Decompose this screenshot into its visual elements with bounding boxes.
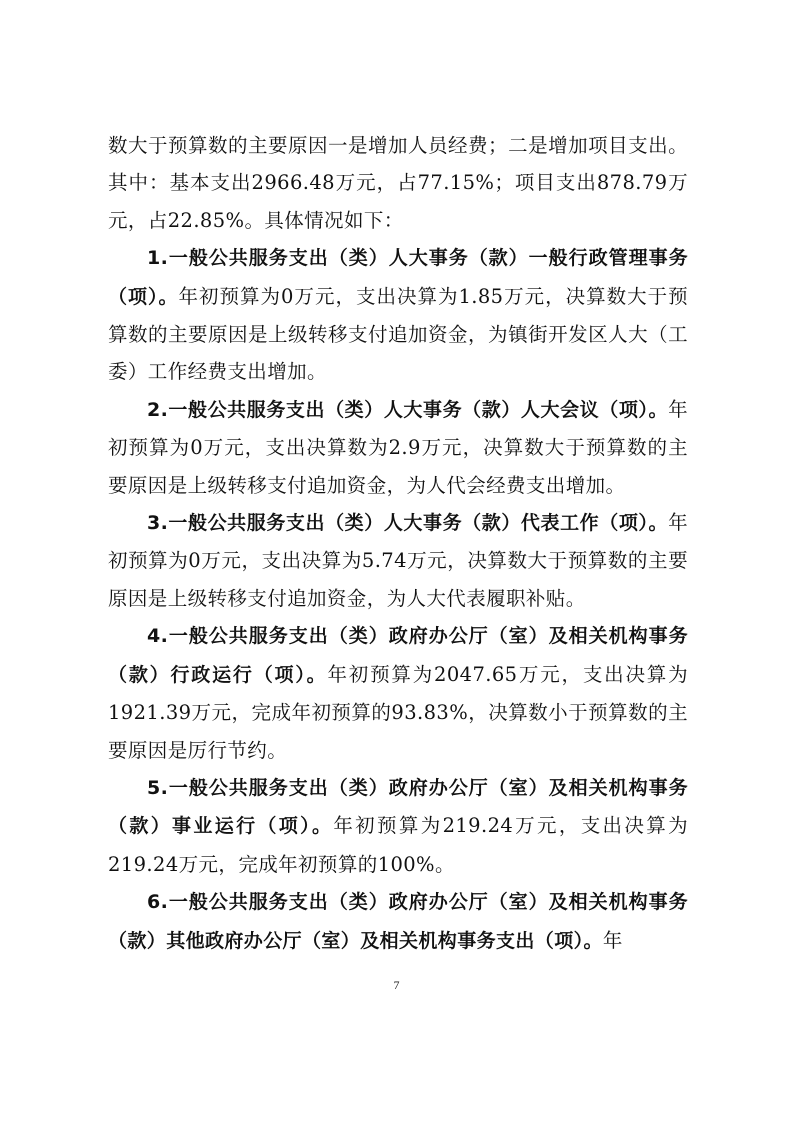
item-text-4: 年初预算为2047.65万元，支出决算为1921.39万元，完成年初预算的93.83%，决算数小于预算数的主要原因是厉行节约。 [108,662,688,762]
item-text-2: 年初预算为0万元，支出决算数为2.9万元，决算数大于预算数的主要原因是上级转移支付追加资金，为人代会经费支出增加。 [108,397,688,497]
document-body [108,127,688,960]
intro-paragraph: 数大于预算数的主要原因一是增加人员经费；二是增加项目支出。其中：基本支出2966.48万元，占77.15%；项目支出878.79万元，占22.85%。具体情况如下： [108,134,688,232]
item-heading-2: 2.一般公共服务支出（类）人大事务（款）人大会议（项）。 [147,398,669,421]
item-heading-5: 5.一般公共服务支出（类）政府办公厅（室）及相关机构事务（款）事业运行（项）。 [108,776,688,838]
item-text-5: 年初预算为219.24万元，支出决算为219.24万元，完成年初预算的100%。 [108,814,688,876]
item-heading-3: 3.一般公共服务支出（类）人大事务（款）代表工作（项）。 [147,512,669,535]
page-number: 7 [393,978,400,992]
item-paragraph-4 [108,617,688,769]
item-heading-1: 1.一般公共服务支出（类）人大事务（款）一般行政管理事务（项）。 [108,247,688,308]
item-paragraph-2 [108,391,688,504]
item-text-6: 年 [602,928,623,952]
item-paragraph-5 [108,769,688,883]
item-text-3: 年初预算为0万元，支出决算为5.74万元，决算数大于预算数的主要原因是上级转移支付追加资金，为人大代表履职补贴。 [108,511,688,610]
item-heading-4: 4.一般公共服务支出（类）政府办公厅（室）及相关机构事务（款）行政运行（项）。 [108,625,688,686]
item-paragraph-1 [108,239,688,391]
item-heading-6: 6.一般公共服务支出（类）政府办公厅（室）及相关机构事务（款）其他政府办公厅（室）及相关机构事务支出（项）。 [108,891,688,952]
item-text-1: 年初预算为0万元，支出决算为1.85万元，决算数大于预算数的主要原因是上级转移支付追加资金，为镇街开发区人大（工委）工作经费支出增加。 [108,284,688,384]
item-paragraph-6 [108,883,688,960]
item-paragraph-3 [108,504,688,617]
